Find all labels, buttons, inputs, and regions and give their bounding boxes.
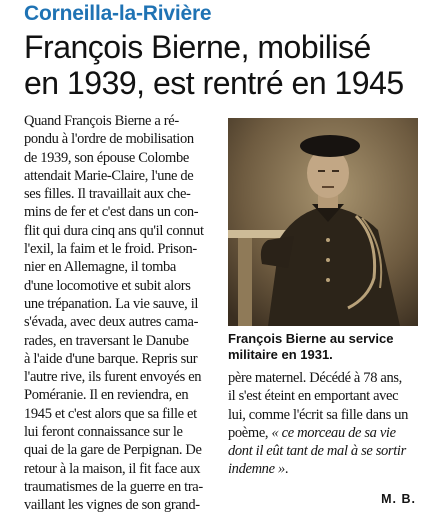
photo-caption <box>228 331 418 363</box>
body-line: lui, comme l'écrit sa fille dans un <box>228 406 409 423</box>
body-line: d'une locomotive et subit alors <box>24 277 191 294</box>
body-line: quai de la gare de Perpignan. De <box>24 442 202 459</box>
body-line: l'autre rive, ils furent envoyés en <box>24 369 202 386</box>
headline-line-2: en 1939, est rentré en 1945 <box>24 65 404 101</box>
body-line: flit qui dura cinq ans qu'il connut <box>24 222 204 239</box>
quote-line <box>228 460 418 478</box>
quote-text: indemne » <box>228 461 285 478</box>
author-signature: M. B. <box>381 492 416 506</box>
body-line: père maternel. Décédé à 78 ans, <box>228 370 402 386</box>
portrait-photo <box>228 118 418 326</box>
body-line: lui feront connaissance sur le <box>24 424 183 441</box>
body-line: retour à la maison, il fit face aux <box>24 460 201 477</box>
body-line: s'évada, avec deux autres cama- <box>24 314 199 331</box>
body-line: l'exil, la faim et le froid. Prison- <box>24 241 197 258</box>
body-line: vaillant les vignes de son grand- <box>24 497 200 514</box>
body-line: 1945 et c'est alors que sa fille et <box>24 405 197 422</box>
caption-line-1: François Bierne au service <box>228 331 394 346</box>
quote-text: « ce morceau de sa vie <box>271 424 396 441</box>
body-line: de 1939, son épouse Colombe <box>24 149 189 166</box>
quote-line <box>228 442 418 460</box>
body-line: pondu à l'ordre de mobilisation <box>24 131 194 148</box>
body-line <box>228 424 418 442</box>
headline-line-1: François Bierne, mobilisé <box>24 29 371 65</box>
headline <box>24 29 434 101</box>
body-line: une trépanation. La vie sauve, il <box>24 295 199 312</box>
body-line: nier en Allemagne, il tomba <box>24 259 177 276</box>
section-kicker: Corneilla-la-Rivière <box>24 2 212 25</box>
body-line: il s'est éteint en emportant avec <box>228 388 399 405</box>
body-line: ses filles. Il travaillait aux che- <box>24 186 191 203</box>
body-line: Quand François Bierne a ré- <box>24 113 179 129</box>
body-line: Poméranie. Il en reviendra, en <box>24 387 189 404</box>
body-line: traumatismes de la guerre en tra- <box>24 478 203 495</box>
body-line: attendait Marie-Claire, l'une de <box>24 167 194 184</box>
body-text: poème, <box>228 424 269 441</box>
soldier-portrait-image <box>228 118 418 326</box>
body-line: mins de fer et c'est dans un con- <box>24 204 199 221</box>
article-body-right-column <box>228 369 418 479</box>
article-body-left-column <box>24 112 216 515</box>
body-line: rades, en traversant le Danube <box>24 332 189 349</box>
body-line: à l'aide d'une barque. Repris sur <box>24 350 198 367</box>
caption-line-2: militaire en 1931. <box>228 347 333 362</box>
quote-end: . <box>284 461 289 478</box>
quote-text: dont il eût tant de mal à se sortir <box>228 443 406 460</box>
